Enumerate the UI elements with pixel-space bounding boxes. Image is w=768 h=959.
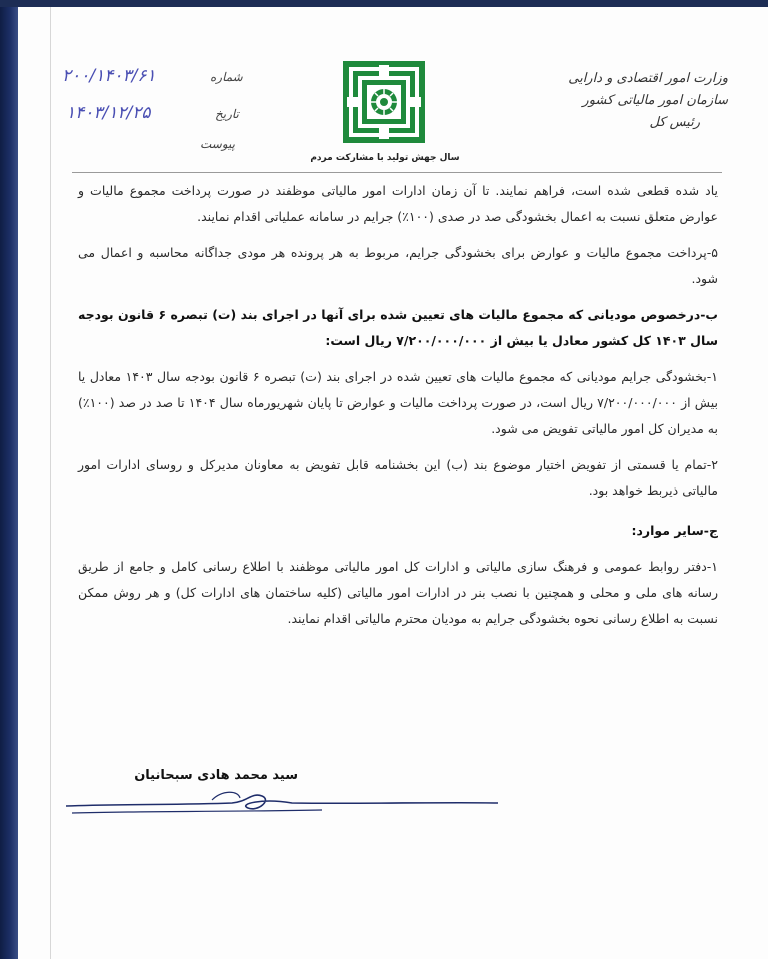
- attachment-label: پیوست: [200, 137, 235, 151]
- top-border: [0, 0, 768, 7]
- letter-date: ۱۴۰۳/۱۲/۲۵: [66, 103, 151, 123]
- section-b-heading: ب-درخصوص مودیانی که مجموع مالیات های تعیین شده برای آنها در اجرای بند (ت) تبصره ۶ قانون بودجه سال ۱۴۰۳ کل کشور معادل یا بیش از ۷/۲۰۰/۰۰۰/۰۰۰ ریال است:: [78, 307, 718, 348]
- paragraph-continued: یاد شده قطعی شده است، فراهم نمایند. تا آن زمان ادارات امور مالیاتی موظفند در صورت پرداخت مجموع مالیات و عوارض متعلق نسبت به اعمال بخشودگی صد در صدی (۱۰۰٪) جرایم در سامانه عملیاتی اقدام نمایند.: [78, 183, 718, 224]
- section-b-item-1: ۱-بخشودگی جرایم مودیانی که مجموع مالیات های تعیین شده در اجرای بند (ت) تبصره ۶ قانون بودجه سال ۱۴۰۳ معادل یا بیش از ۷/۲۰۰/۰۰۰/۰۰۰ ریال است، در صورت پرداخت مالیات و عوارض تا پایان شهریورماه سال ۱۴۰۴ تا صد در صد (۱۰۰٪) به مدیران کل امور مالیاتی تفویض می شود.: [78, 369, 719, 436]
- left-binding-bar: [0, 7, 18, 959]
- ministry-name: وزارت امور اقتصادی و دارایی: [568, 71, 728, 86]
- year-slogan: سال جهش تولید با مشارکت مردم: [310, 153, 460, 163]
- letter-number: ۲۰۰/۱۴۰۳/۶۱: [62, 66, 156, 86]
- tax-organization-emblem-icon: [343, 61, 425, 143]
- letter-meta: [60, 62, 243, 157]
- handwritten-signature-icon: [62, 788, 502, 828]
- organization-name: سازمان امور مالیاتی کشور: [582, 93, 728, 108]
- signer-name: سید محمد هادی سبحانیان: [134, 768, 298, 783]
- page-edge-line: [50, 7, 51, 959]
- section-c-item-1: ۱-دفتر روابط عمومی و فرهنگ سازی مالیاتی و ادارات کل امور مالیاتی موظفند با اطلاع رسانی کامل و جامع از طریق رسانه های ملی و محلی و همچنین با نصب بنر در ادارات امور مالیاتی (کلیه ساختمان های ادارات کل) و هر روش ممکن نسبت به اطلاع رسانی نحوه بخشودگی جرایم به مودیان محترم مالیاتی اقدام نمایند.: [78, 559, 718, 626]
- header-divider: [72, 172, 722, 173]
- letterhead-ministry: [538, 68, 728, 134]
- letter-body: [78, 178, 718, 632]
- paragraph-item-5: ۵-پرداخت مجموع مالیات و عوارض برای بخشودگی جرایم، مربوط به هر پرونده هر مودی جداگانه محاسبه و اعمال می شود.: [78, 245, 718, 286]
- section-c-heading: ج-سایر موارد:: [631, 523, 718, 538]
- date-label: تاریخ: [215, 107, 239, 121]
- number-label: شماره: [210, 70, 243, 84]
- office-title: رئیس کل: [649, 115, 700, 130]
- section-b-item-2: ۲-تمام یا قسمتی از تفویض اختیار موضوع بند (ب) این بخشنامه قابل تفویض به معاونان مدیرکل و روسای ادارات امور مالیاتی ذیربط خواهد بود.: [78, 457, 718, 498]
